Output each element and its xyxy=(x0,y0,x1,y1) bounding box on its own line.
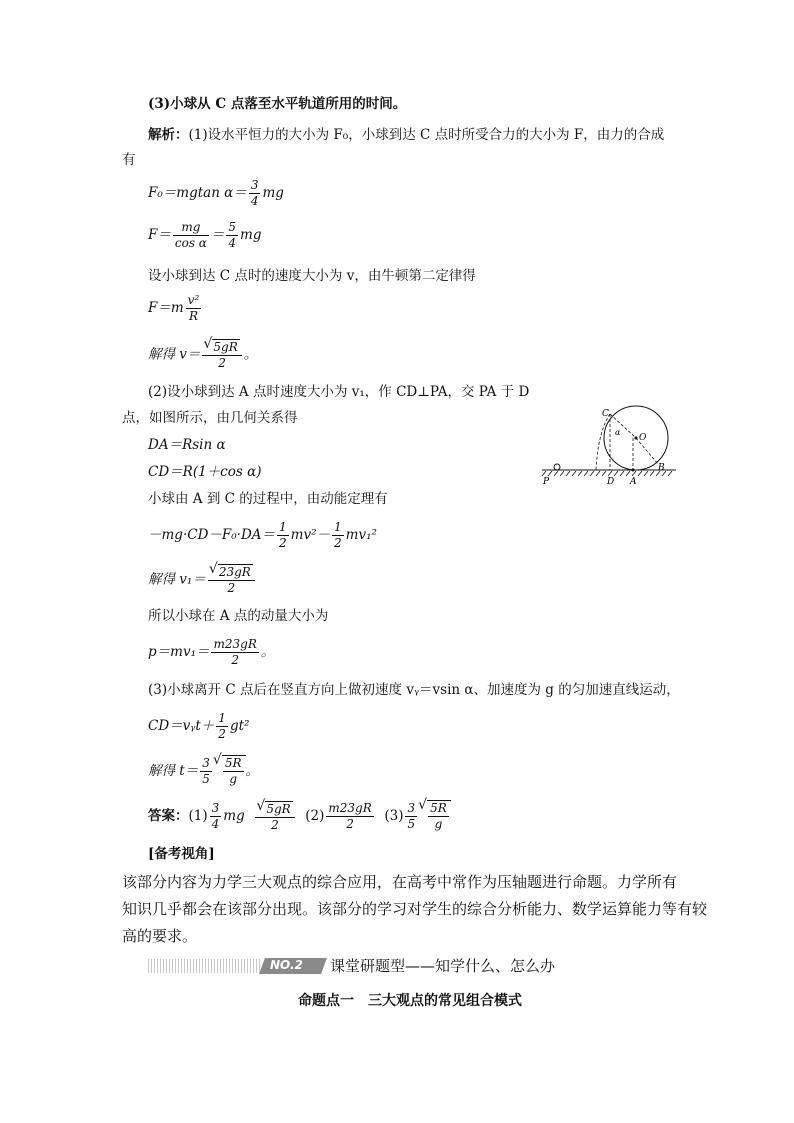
sol-t-lhs: 解得 t＝ xyxy=(148,763,199,779)
paragraph-line-1: 该部分内容为力学三大观点的综合应用，在高考中常作为压轴题进行命题。力学所有 xyxy=(122,873,678,891)
label-o: O xyxy=(639,433,647,443)
label-c: C xyxy=(602,409,609,419)
part2-line-1: (2)设小球到达 A 点时速度大小为 v₁，作 CD⊥PA，交 PA 于 D xyxy=(148,384,530,400)
sqrt: √ 23gR xyxy=(218,564,253,580)
solution-t xyxy=(148,755,259,787)
equation-cd: CD＝R(1＋cos α) xyxy=(148,464,262,480)
eq-cd2-lhs: CD＝vᵧt＋ xyxy=(148,718,215,734)
sol-v-lhs: 解得 v＝ xyxy=(148,346,201,363)
eq-f-mid: ＝ xyxy=(210,227,225,243)
analysis-text: (1)设水平恒力的大小为 F₀，小球到达 C 点时所受合力的大小为 F，由力的合成 xyxy=(188,127,665,143)
analysis-line-1 xyxy=(148,125,664,145)
answer-2-label: (2) xyxy=(305,808,325,824)
fraction: $\frac{1}{2}$ xyxy=(279,520,287,550)
equation-f0 xyxy=(148,178,284,209)
beikao-heading: [备考视角] xyxy=(148,846,215,862)
label-p: P xyxy=(543,477,550,487)
energy-line: 小球由 A 到 C 的过程中，由动能定理有 xyxy=(148,491,388,507)
part2-line-2: 点，如图所示，由几何关系得 xyxy=(122,410,298,426)
equation-energy xyxy=(148,520,377,551)
point-a xyxy=(632,469,635,472)
eq-f0-tail: mg xyxy=(262,185,284,201)
fraction: $\frac{3}{4}$ xyxy=(250,178,259,208)
equation-fm xyxy=(148,293,203,324)
label-d: D xyxy=(607,477,615,487)
section-band xyxy=(148,959,260,973)
analysis-line-2: 有 xyxy=(122,152,136,168)
sol-t-tail: 。 xyxy=(245,763,260,779)
label-alpha: α xyxy=(615,428,621,437)
question-3: (3)小球从 C 点落至水平轨道所用的时间。 xyxy=(148,96,407,112)
fraction: $\frac{3}{5}$ xyxy=(202,756,210,786)
paragraph-line-3: 高的要求。 xyxy=(122,927,198,945)
ground-hatch xyxy=(542,471,672,476)
sol-v1-lhs: 解得 v₁＝ xyxy=(148,571,206,588)
answer-line xyxy=(148,800,451,833)
answer-1-label: (1) xyxy=(188,808,208,824)
equation-cd2 xyxy=(148,711,249,742)
eq-p-lhs: p＝mv₁＝ xyxy=(148,644,210,660)
paragraph-line-2: 知识几乎都会在该部分出现。该部分的学习对学生的综合分析能力、数学运算能力等有较 xyxy=(122,900,708,918)
fraction: $\frac{3}{5}$ xyxy=(407,801,416,831)
fraction: $\frac{\text{v²}}{R}$ xyxy=(187,293,200,323)
answer-3-label: (3) xyxy=(384,808,404,824)
ball xyxy=(554,464,560,470)
fraction: $\frac{m23gR}{2}$ xyxy=(213,637,257,667)
center-dot xyxy=(635,437,638,440)
fraction: √ $\frac{23gR}{2}$ xyxy=(208,564,255,596)
eq-f-tail: mg xyxy=(240,227,262,243)
fraction: $\frac{3}{4}$ xyxy=(211,801,220,831)
solution-v1 xyxy=(148,564,257,596)
analysis-label: 解析： xyxy=(148,127,189,143)
fraction: √ $\frac{5gR}{2}$ xyxy=(202,339,241,371)
eq-f-lhs: F＝ xyxy=(148,227,171,243)
co-line xyxy=(610,414,636,438)
momentum-line: 所以小球在 A 点的动量大小为 xyxy=(148,608,329,624)
label-b: B xyxy=(658,463,665,473)
fraction: $\frac{mg}{\text{cos α}}$ xyxy=(174,220,207,250)
sqrt: √ 5gR xyxy=(265,801,292,817)
sqrt: √ $\frac{5R}{g}$ xyxy=(222,755,246,787)
fraction: $\frac{5}{4}$ xyxy=(228,220,237,250)
section-title: 课堂研题型——知学什么、怎么办 xyxy=(330,957,556,975)
answer-1-tail: mg xyxy=(223,808,245,824)
subtitle: 命题点一 三大观点的常见组合模式 xyxy=(298,993,522,1009)
eq-p-tail: 。 xyxy=(260,644,275,660)
fraction: $\frac{m23gR}{2}$ xyxy=(328,801,372,831)
section-tag: NO.2 xyxy=(270,958,303,972)
eq-energy-lhs: －mg·CD－F₀·DA＝ xyxy=(148,527,276,543)
eq-f0-lhs: F₀＝mgtan α＝ xyxy=(148,185,247,201)
sqrt: √ 5gR xyxy=(212,339,239,355)
fraction: $\frac{1}{2}$ xyxy=(218,711,226,741)
eq-energy-m2: mv₁² xyxy=(345,527,377,543)
sol-v-tail: 。 xyxy=(243,346,258,363)
fraction: √ $\frac{5gR}{2}$ xyxy=(255,801,294,833)
equation-da: DA＝Rsin α xyxy=(148,437,226,453)
eq-fm-lhs: F＝m xyxy=(148,300,184,316)
fraction: $\frac{1}{2}$ xyxy=(334,520,342,550)
sqrt: √ $\frac{5R}{g}$ xyxy=(427,800,451,832)
label-a: A xyxy=(630,477,637,487)
equation-p xyxy=(148,637,274,668)
answer-label: 答案： xyxy=(148,808,189,824)
equation-f xyxy=(148,220,262,251)
eq-energy-m1: mv²－ xyxy=(290,527,331,543)
part3-line: (3)小球离开 C 点后在竖直方向上做初速度 vᵧ＝vsin α、加速度为 g 的匀加速直线运动， xyxy=(148,682,680,698)
solution-v xyxy=(148,339,257,371)
geometry-diagram xyxy=(540,402,680,488)
newton-line: 设小球到达 C 点时的速度大小为 v，由牛顿第二定律得 xyxy=(148,268,476,284)
eq-cd2-tail: gt² xyxy=(229,718,250,734)
